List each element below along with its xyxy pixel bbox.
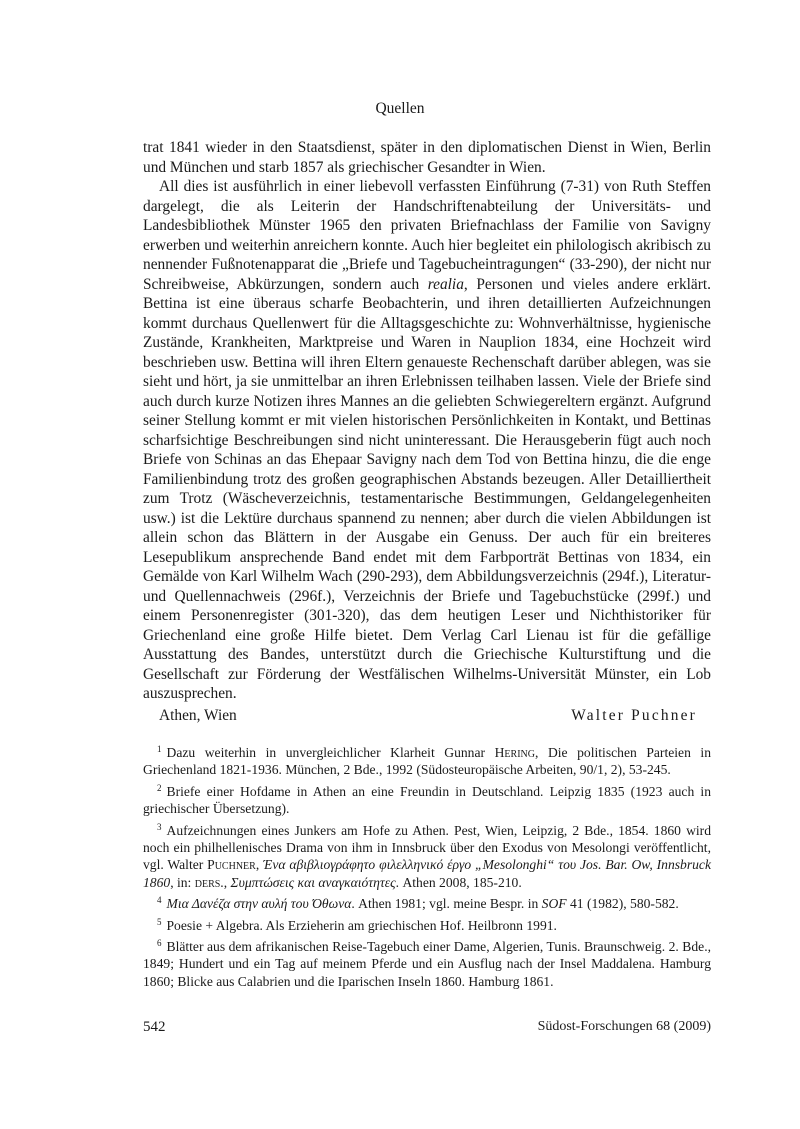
footnote-number: 3 [157,821,162,832]
page-number: 542 [143,1019,166,1035]
footnotes [143,741,711,991]
footnote-text: , in: [170,874,195,890]
footnote-number: 2 [157,782,162,793]
journal-abbrev: SOF [541,896,567,912]
main-text [143,138,711,704]
footnote-3 [143,819,711,892]
signature-line [143,707,711,727]
footnote-4 [143,892,711,912]
footnote-text: . Athen 2008, 185-210. [395,874,522,890]
footnote-text: Aufzeichnungen eines Junkers am Hofe zu Athen. Pest, Wien, Leipzig, 2 Bde., 1854. 1860 wird noch ein philhellenisches Drama von ihm in Innsbruck über den Exodus von Mesolongi veröffentlicht, vgl. Walter [143,822,711,873]
footnote-text: , [223,874,231,890]
journal-citation: Südost-Forschungen 68 (2009) [537,1019,711,1034]
author-smallcaps: ders. [194,874,224,890]
footnote-text: . Athen 1981; vgl. meine Bespr. in [351,896,542,912]
footnote-text: Blätter aus dem afrikanischen Reise-Tagebuch einer Dame, Algerien, Tunis. Braunschweig. 2. Bde., 1849; Hundert und ein Tag auf meinem Pferde und ein Ausflug nach der Insel Maddalena. Hamburg 1860; Blicke aus Calabrien und die Iparischen Inseln 1860. Hamburg 1861. [143,939,711,989]
paragraph-2-part-a: All dies ist ausführlich in einer liebevoll verfassten Einführung (7-31) von Ruth Steffen dargelegt, die als Leiterin der Handschriftenabteilung der Universitäts- und Landesbibliothek Münster 1965 den privaten Briefnachlass der Familie von Savigny erwerben und weiterhin anreichern konnte. Auch hier begleitet ein philologisch akribisch zu nennender Fußnotenapparat die „Briefe und Tagebucheintragungen“ (33-290), der nicht nur Schreibweise, Abkürzungen, sondern auch [143,178,711,293]
footnote-2 [143,780,711,818]
paragraph-2-part-b: , Personen und vieles andere erklärt. Bettina ist eine überaus scharfe Beobachterin, und ihren detaillierten Aufzeichnungen kommt durchaus Quellenwert für die Alltagsgeschichte zu: Wohnverhältnisse, hygienische Zustände, Krankheiten, Marktpreise und Waren in Nauplion 1834, eine Hochzeit wird beschrieben usw. Bettina will ihren Eltern genaueste Rechenschaft darüber ablegen, was sie sieht und hört, ja sie unmittelbar an ihren Erlebnissen teilhaben lassen. Viele der Briefe sind auch durch kurze Notizen ihres Mannes an die geliebten Schwiegereltern ergänzt. Aufgrund seiner Stellung kommt er mit vielen historischen Persönlichkeiten in Kontakt, und Bettinas scharfsichtige Beschreibungen sind nicht uninteressant. Die Herausgeberin fügt auch noch Briefe von Schinas an das Ehepaar Savigny nach dem Tod von Bettina hinzu, die die enge Familienbindung trotz des großen geographischen Abstands bezeugen. Aller Detailliertheit zum Trotz (Wäscheverzeichnis, testamentarische Bestimmungen, Geldangelegenheiten usw.) ist die Lektüre durchaus spannend zu nennen; aber durch die vielen Abbildungen ist allein schon das Blättern in der Ausgabe ein Genuss. Der auch für ein breiteres Lesepublikum ansprechende Band endet mit dem Farbporträt Bettinas von 1834, ein Gemälde von Karl Wilhelm Wach (290-293), dem Abbildungsverzeichnis (294f.), Literatur- und Quellennachweis (296f.), Verzeichnis der Briefe und Tagebuchstücke (299f.) und einem Personenregister (301-320), das dem heutigen Leser und Nichthistoriker für Griechenland eine große Hilfe bietet. Dem Verlag Carl Lienau ist für die gefällige Ausstattung des Bandes, unterstützt durch die Griechische Kulturstiftung und die Gesellschaft zur Förderung der Westfälischen Wilhelms-Universität Münster, ein Lob auszusprechen. [143,275,711,702]
paragraph-2-emphasis: realia [427,275,464,293]
footnote-6 [143,935,711,990]
footnote-text: , [255,857,264,873]
footnote-text: Poesie + Algebra. Als Erzieherin am griechischen Hof. Heilbronn 1991. [166,917,557,933]
footnote-number: 5 [157,916,162,927]
footnote-text: 41 (1982), 580-582. [566,896,679,912]
footnote-number: 4 [157,895,162,906]
greek-title: Μια Δανέζα στην αυλή του Όθωνα [166,896,352,912]
footnote-5 [143,914,711,934]
author-smallcaps: Puchner [207,857,256,873]
footnote-number: 6 [157,938,162,949]
running-header: Quellen [375,100,425,117]
footnote-text: Briefe einer Hofdame in Athen an eine Freundin in Deutschland. Leipzig 1835 (1923 auch in griechischer Übersetzung). [143,783,711,817]
signature-place: Athen, Wien [159,707,237,724]
footnote-text: Dazu weiterhin in unvergleichlicher Klarheit Gunnar [166,745,495,760]
author-smallcaps: Hering [494,745,535,760]
page-footer [143,1019,711,1039]
footnote-number: 1 [157,744,162,754]
greek-title: Ένα αβιβλιογράφητο φιλελληνικό έργο „Mesolonghi“ του Jos. Bar. Ow, Innsbruck 1860 [143,857,711,890]
greek-title: Συμπτώσεις και αναγκαιότητες [230,874,396,890]
signature-author: Walter Puchner [571,707,697,724]
paragraph-2 [143,177,711,704]
footnote-text: , Die politischen Parteien in Griechenland 1821-1936. München, 2 Bde., 1992 (Südosteuropäische Arbeiten, 90/1, 2), 53-245. [143,745,711,778]
paragraph-1: trat 1841 wieder in den Staatsdienst, später in den diplomatischen Dienst in Wien, Berlin und München und starb 1857 als griechischer Gesandter in Wien. [143,139,711,176]
footnote-1 [143,741,711,779]
